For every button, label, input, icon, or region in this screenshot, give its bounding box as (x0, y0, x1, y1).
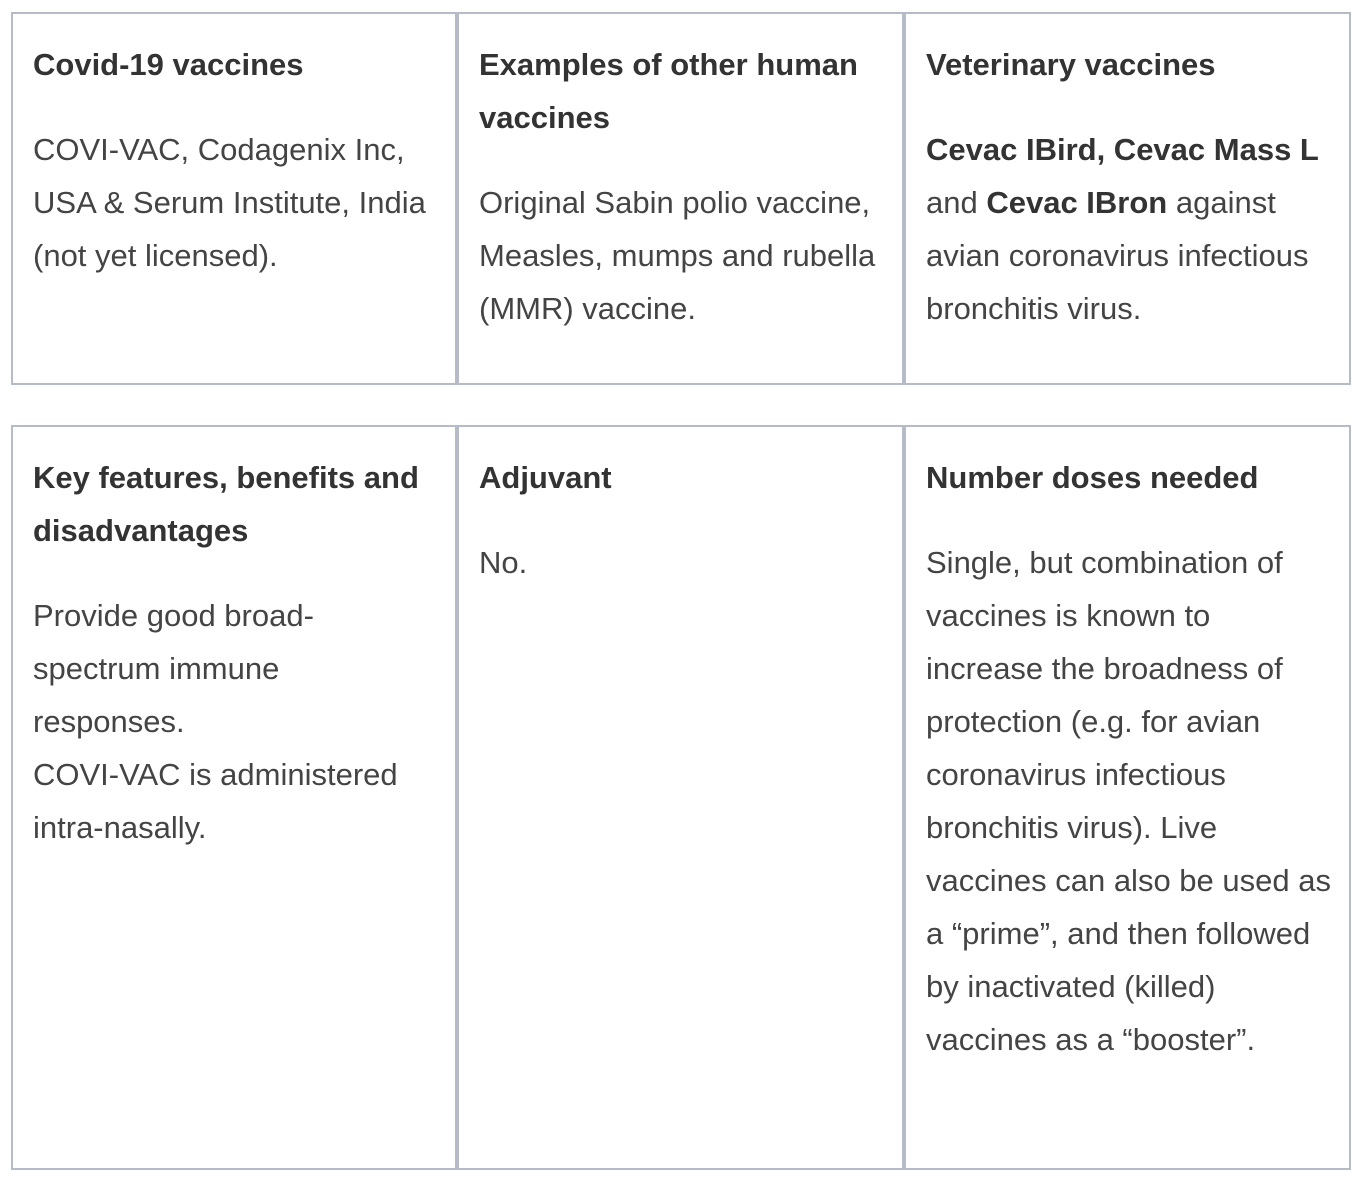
number-doses-text: Single, but combination of vaccines is known to increase the broadness of protection (e.g. for avian coronavirus infectious bronchitis virus). Live vaccines can also be used as a “prime”, and then followed by inactivated (killed) vaccines as a “booster”. (926, 545, 1331, 1057)
veterinary-vaccines-cell (906, 14, 1349, 383)
veterinary-vaccine-names-1: Cevac IBird, Cevac Mass L (926, 132, 1319, 167)
veterinary-vaccines-text (926, 123, 1335, 335)
adjuvant-heading: Adjuvant (479, 460, 612, 495)
other-human-vaccines-heading: Examples of other human vaccines (479, 47, 858, 135)
adjuvant-text: No. (479, 545, 528, 580)
key-features-heading: Key features, benefits and disadvantages (33, 460, 419, 548)
number-doses-heading: Number doses needed (926, 460, 1259, 495)
adjuvant-cell (459, 427, 906, 1168)
key-features-text (33, 589, 435, 854)
vaccine-table-top (11, 12, 1351, 385)
key-features-cell (13, 427, 459, 1168)
other-human-vaccines-cell (459, 14, 906, 383)
veterinary-vaccines-description: against avian coronavirus infectious bronchitis virus. (926, 185, 1309, 326)
covid-vaccines-cell (13, 14, 459, 383)
number-doses-cell (906, 427, 1349, 1168)
veterinary-vaccines-heading: Veterinary vaccines (926, 47, 1216, 82)
key-features-line-1: Provide good broad-spectrum immune responses. (33, 598, 314, 739)
covid-vaccines-heading: Covid-19 vaccines (33, 47, 304, 82)
veterinary-connector: and (926, 185, 987, 220)
other-human-vaccines-text: Original Sabin polio vaccine, Measles, mumps and rubella (MMR) vaccine. (479, 185, 876, 326)
veterinary-vaccine-names-2: Cevac IBron (986, 185, 1168, 220)
covid-vaccines-text: COVI-VAC, Codagenix Inc, USA & Serum Institute, India (not yet licensed). (33, 132, 426, 273)
vaccine-table-bottom (11, 425, 1351, 1170)
key-features-line-2: COVI-VAC is administered intra-nasally. (33, 757, 398, 845)
